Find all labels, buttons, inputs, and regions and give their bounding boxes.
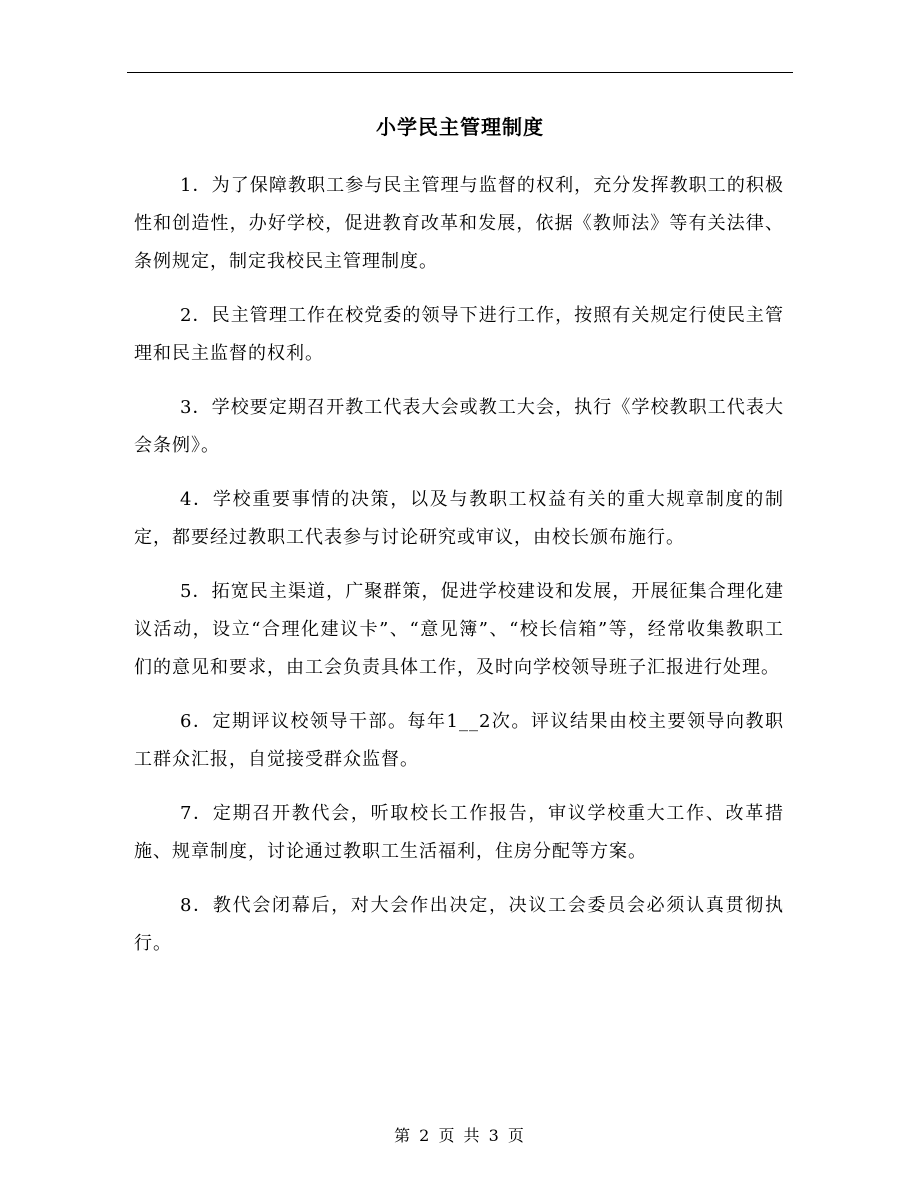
paragraph-6: 6．定期评议校领导干部。每年1__2次。评议结果由校主要领导向教职工群众汇报，自觉接受群众监督。 xyxy=(134,711,784,770)
document-title: 小学民主管理制度 xyxy=(376,115,544,139)
paragraph-2: 2．民主管理工作在校党委的领导下进行工作，按照有关规定行使民主管理和民主监督的权利。 xyxy=(134,305,784,364)
paragraph-4: 4．学校重要事情的决策，以及与教职工权益有关的重大规章制度的制定，都要经过教职工代表参与讨论研究或审议，由校长颁布施行。 xyxy=(134,489,784,548)
document-body xyxy=(134,167,784,979)
page-number-footer: 第 2 页 共 3 页 xyxy=(394,1126,526,1145)
paragraph-5: 5．拓宽民主渠道，广聚群策，促进学校建设和发展，开展征集合理化建议活动，设立“合理化建议卡”、“意见簿”、“校长信箱”等，经常收集教职工们的意见和要求，由工会负责具体工作，及时向学校领导班子汇报进行处理。 xyxy=(134,581,784,678)
paragraph-1: 1．为了保障教职工参与民主管理与监督的权利，充分发挥教职工的积极性和创造性，办好学校，促进教育改革和发展，依据《教师法》等有关法律、条例规定，制定我校民主管理制度。 xyxy=(134,175,784,272)
paragraph-7: 7．定期召开教代会，听取校长工作报告，审议学校重大工作、改革措施、规章制度，讨论通过教职工生活福利，住房分配等方案。 xyxy=(134,803,784,862)
paragraph-3: 3．学校要定期召开教工代表大会或教工大会，执行《学校教职工代表大会条例》。 xyxy=(134,397,784,456)
paragraph-8: 8．教代会闭幕后，对大会作出决定，决议工会委员会必须认真贯彻执行。 xyxy=(134,895,784,954)
header-rule xyxy=(127,72,793,73)
